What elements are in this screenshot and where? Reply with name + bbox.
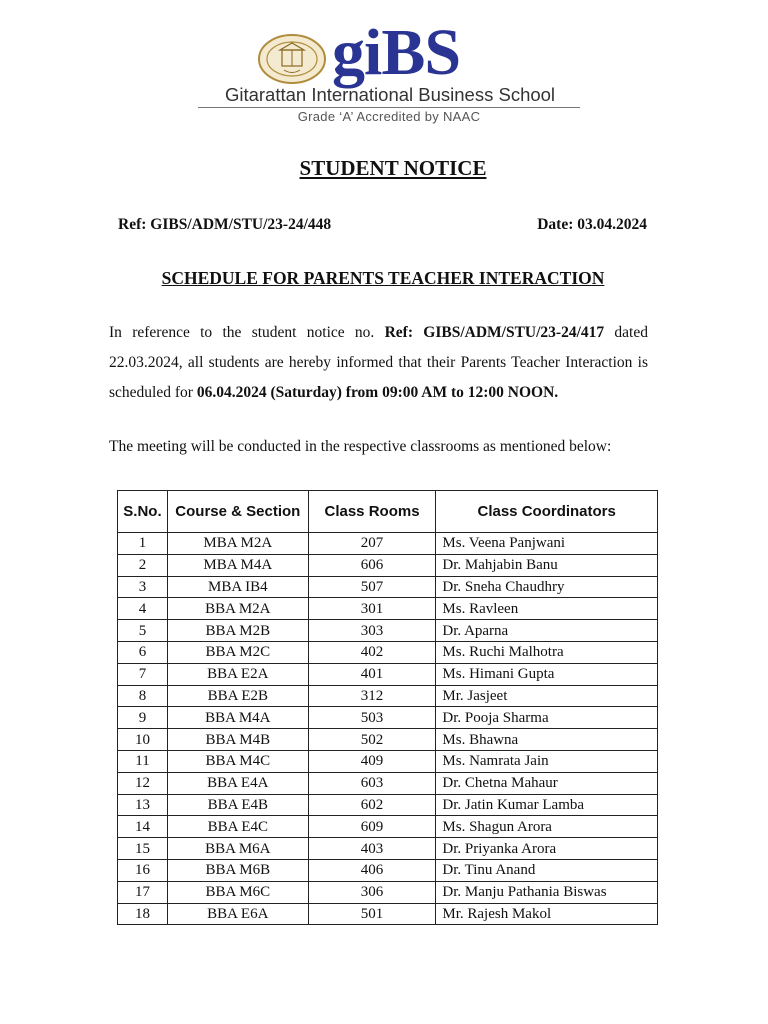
class-coordinator-cell: Mr. Rajesh Makol: [436, 903, 658, 925]
class-room-cell: 303: [308, 620, 436, 642]
course-section-cell: BBA M6C: [167, 881, 308, 903]
table-row: [118, 707, 658, 729]
serial-number-cell: 14: [118, 816, 168, 838]
course-section-cell: BBA E4A: [167, 772, 308, 794]
class-room-cell: 306: [308, 881, 436, 903]
school-name: Gitarattan International Business School: [224, 84, 556, 105]
class-coordinator-cell: Dr. Priyanka Arora: [436, 838, 658, 860]
class-coordinator-cell: Dr. Chetna Mahaur: [436, 772, 658, 794]
course-section-cell: BBA E2A: [167, 663, 308, 685]
meeting-time: 06.04.2024 (Saturday) from 09:00 AM to 12:00 NOON.: [196, 384, 559, 401]
column-header: S.No.: [118, 491, 168, 533]
table-row: [118, 663, 658, 685]
table-row: [118, 881, 658, 903]
class-coordinator-cell: Dr. Manju Pathania Biswas: [436, 881, 658, 903]
school-seal-icon: [258, 34, 326, 84]
class-room-cell: 606: [308, 554, 436, 576]
class-coordinator-cell: Ms. Bhawna: [436, 729, 658, 751]
class-coordinator-cell: Dr. Aparna: [436, 620, 658, 642]
course-section-cell: BBA M2C: [167, 641, 308, 663]
serial-number-cell: 9: [118, 707, 168, 729]
column-header: Course & Section: [167, 491, 308, 533]
class-coordinator-cell: Ms. Veena Panjwani: [436, 533, 658, 555]
class-coordinator-cell: Ms. Namrata Jain: [436, 750, 658, 772]
serial-number-cell: 2: [118, 554, 168, 576]
class-room-cell: 207: [308, 533, 436, 555]
class-room-cell: 507: [308, 576, 436, 598]
serial-number-cell: 6: [118, 641, 168, 663]
course-section-cell: BBA M4B: [167, 729, 308, 751]
table-row: [118, 685, 658, 707]
serial-number-cell: 7: [118, 663, 168, 685]
serial-number-cell: 13: [118, 794, 168, 816]
class-room-cell: 603: [308, 772, 436, 794]
serial-number-cell: 18: [118, 903, 168, 925]
class-room-cell: 409: [308, 750, 436, 772]
class-room-cell: 609: [308, 816, 436, 838]
serial-number-cell: 4: [118, 598, 168, 620]
course-section-cell: BBA M2B: [167, 620, 308, 642]
serial-number-cell: 10: [118, 729, 168, 751]
class-coordinator-cell: Ms. Shagun Arora: [436, 816, 658, 838]
serial-number-cell: 11: [118, 750, 168, 772]
serial-number-cell: 8: [118, 685, 168, 707]
table-row: [118, 794, 658, 816]
course-section-cell: BBA M4A: [167, 707, 308, 729]
brand-logo-text: giBS: [332, 16, 461, 89]
paragraph-intro: In reference to the student notice no.: [109, 324, 385, 341]
meeting-location-note: The meeting will be conducted in the respective classrooms as mentioned below:: [109, 438, 612, 455]
class-coordinator-cell: Ms. Ruchi Malhotra: [436, 641, 658, 663]
course-section-cell: MBA M2A: [167, 533, 308, 555]
reference-number: Ref: GIBS/ADM/STU/23-24/448: [118, 216, 332, 233]
table-body: [118, 533, 658, 925]
class-coordinator-cell: Dr. Sneha Chaudhry: [436, 576, 658, 598]
course-section-cell: BBA E4B: [167, 794, 308, 816]
table-row: [118, 838, 658, 860]
class-coordinator-cell: Mr. Jasjeet: [436, 685, 658, 707]
class-coordinator-cell: Dr. Pooja Sharma: [436, 707, 658, 729]
serial-number-cell: 16: [118, 859, 168, 881]
course-section-cell: BBA M6B: [167, 859, 308, 881]
ref-date-line: [118, 216, 647, 234]
column-header: Class Coordinators: [436, 491, 658, 533]
table-row: [118, 816, 658, 838]
class-coordinator-cell: Dr. Tinu Anand: [436, 859, 658, 881]
class-room-cell: 502: [308, 729, 436, 751]
schedule-title: SCHEDULE FOR PARENTS TEACHER INTERACTION: [161, 268, 605, 288]
class-coordinator-cell: Ms. Himani Gupta: [436, 663, 658, 685]
table-row: [118, 598, 658, 620]
table-row: [118, 533, 658, 555]
previous-ref: Ref: GIBS/ADM/STU/23-24/417: [384, 324, 605, 341]
table-row: [118, 859, 658, 881]
header-divider: [198, 107, 580, 108]
class-room-cell: 602: [308, 794, 436, 816]
column-header: Class Rooms: [308, 491, 436, 533]
class-room-cell: 402: [308, 641, 436, 663]
class-room-cell: 301: [308, 598, 436, 620]
table-row: [118, 903, 658, 925]
notice-title: STUDENT NOTICE: [299, 156, 487, 180]
accreditation-line: Grade ‘A’ Accredited by NAAC: [297, 109, 481, 124]
serial-number-cell: 17: [118, 881, 168, 903]
notice-paragraph: [109, 318, 648, 408]
serial-number-cell: 5: [118, 620, 168, 642]
class-room-cell: 503: [308, 707, 436, 729]
serial-number-cell: 1: [118, 533, 168, 555]
serial-number-cell: 15: [118, 838, 168, 860]
course-section-cell: BBA E6A: [167, 903, 308, 925]
course-section-cell: BBA E4C: [167, 816, 308, 838]
class-coordinator-cell: Dr. Mahjabin Banu: [436, 554, 658, 576]
class-room-cell: 401: [308, 663, 436, 685]
table-row: [118, 554, 658, 576]
course-section-cell: BBA E2B: [167, 685, 308, 707]
table-row: [118, 750, 658, 772]
table-row: [118, 576, 658, 598]
serial-number-cell: 12: [118, 772, 168, 794]
class-room-cell: 406: [308, 859, 436, 881]
table-row: [118, 620, 658, 642]
table-row: [118, 641, 658, 663]
schedule-table: [117, 490, 658, 925]
table-header-row: [118, 491, 658, 533]
class-room-cell: 312: [308, 685, 436, 707]
serial-number-cell: 3: [118, 576, 168, 598]
class-room-cell: 501: [308, 903, 436, 925]
class-room-cell: 403: [308, 838, 436, 860]
paragraph-middle: dated 22.03.2024, all students are hereby informed that their Parents Teacher Interaction is scheduled for: [109, 324, 648, 401]
class-coordinator-cell: Ms. Ravleen: [436, 598, 658, 620]
course-section-cell: BBA M2A: [167, 598, 308, 620]
course-section-cell: BBA M4C: [167, 750, 308, 772]
class-coordinator-cell: Dr. Jatin Kumar Lamba: [436, 794, 658, 816]
notice-date: Date: 03.04.2024: [537, 216, 647, 233]
table-row: [118, 772, 658, 794]
course-section-cell: BBA M6A: [167, 838, 308, 860]
course-section-cell: MBA IB4: [167, 576, 308, 598]
table-row: [118, 729, 658, 751]
course-section-cell: MBA M4A: [167, 554, 308, 576]
